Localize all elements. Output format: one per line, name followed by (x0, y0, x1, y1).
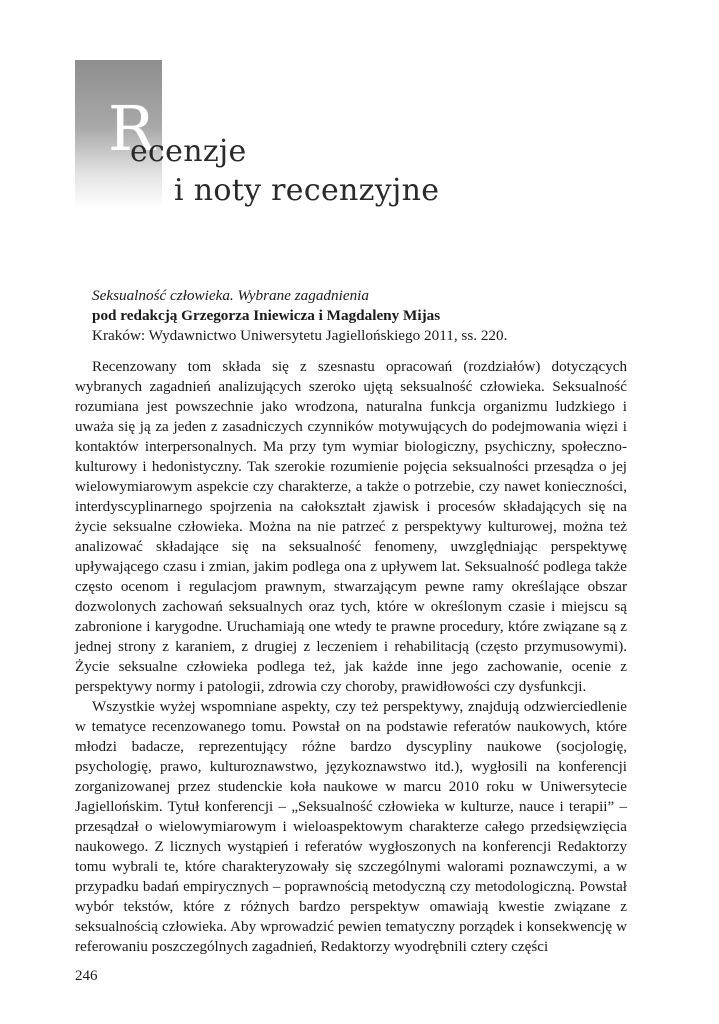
heading-title-line1: ecenzje (130, 134, 247, 169)
book-title: Seksualność człowieka. Wybrane zagadnienia (92, 287, 369, 304)
paragraph: Wszystkie wyżej wspomniane aspekty, czy też perspektywy, znajdują odzwierciedlenie w tematyce recenzowanego tomu. Powstał on na podstawie referatów naukowych, które młodzi badacze, reprezentujący różne bardzo dyscypliny naukowe (socjologię, psychologię, prawo, kulturoznawstwo, językoznawstwo itd.), wygłosili na konferencji zorganizowanej przez studenckie koła naukowe w marcu 2010 roku w Uniwersytecie Jagiellońskim. Tytuł konferencji – „Seksualność człowieka w kulturze, nauce i terapii” – przesądzał o wielowymiarowym i wieloaspektowym charakterze całego przedsięwzięcia naukowego. Z licznych wystąpień i referatów wygłoszonych na konferencji Redaktorzy tomu wybrali te, które charakteryzowały się szczególnymi walorami poznawczymi, a w przypadku badań empirycznych – poprawnością metodyczną czy metodologiczną. Powstał wybór tekstów, które z różnych bardzo perspektyw omawiają kwestie związane z seksualnością człowieka. Aby wprowadzić pewien tematyczny porządek i konsekwencję w referowaniu poszczególnych zagadnień, Redaktorzy wyodrębnili cztery części (75, 699, 627, 956)
book-citation (92, 286, 652, 346)
heading-title-line2: i noty recenzyjne (174, 173, 440, 208)
review-body (75, 357, 627, 957)
paragraph: Recenzowany tom składa się z szesnastu opracowań (rozdziałów) dotyczących wybranych zagadnień analizujących szeroko ujętą seksualność człowieka. Seksualność rozumiana jest powszechnie jako wrodzona, naturalna funkcja organizmu ludzkiego i uważa się ją za jeden z zasadniczych czynników motywujących do podejmowania więzi i kontaktów interpersonalnych. Ma przy tym wymiar biologiczny, psychiczny, społeczno-kulturowy i hedonistyczny. Tak szerokie rozumienie pojęcia seksualności przesądza o jej wielowymiarowym aspekcie czy charakterze, a także o potrzebie, czy nawet konieczności, interdyscyplinarnego spojrzenia na całokształt zjawisk i procesów składających się na życie seksualne człowieka. Można na nie patrzeć z perspektywy kulturowej, można też analizować składające się na seksualność fenomeny, uwzględniając perspektywę upływającego czasu i zmian, jakim podlega ona z upływem lat. Seksualność podlega także często ocenom i regulacjom prawnym, stwarzającym pewne ramy określające obszar dozwolonych zachowań seksualnych oraz tych, które w określonym czasie i miejscu są zabronione i karygodne. Uruchamiają one wtedy te prawne procedury, które związane są z jednej strony z karaniem, z drugiej z leczeniem i rehabilitacją (często przymusowymi). Życie seksualne człowieka podlega też, jak każde inne jego zachowanie, ocenie z perspektywy normy i patologii, zdrowia czy choroby, prawidłowości czy dysfunkcji. (75, 359, 627, 696)
book-editors: pod redakcją Grzegorza Iniewicza i Magdaleny Mijas (92, 307, 441, 324)
book-publisher: Kraków: Wydawnictwo Uniwersytetu Jagiellońskiego 2011, ss. 220. (92, 327, 508, 344)
heading-initial-letter: R (108, 92, 155, 165)
page-number: 246 (75, 968, 98, 984)
